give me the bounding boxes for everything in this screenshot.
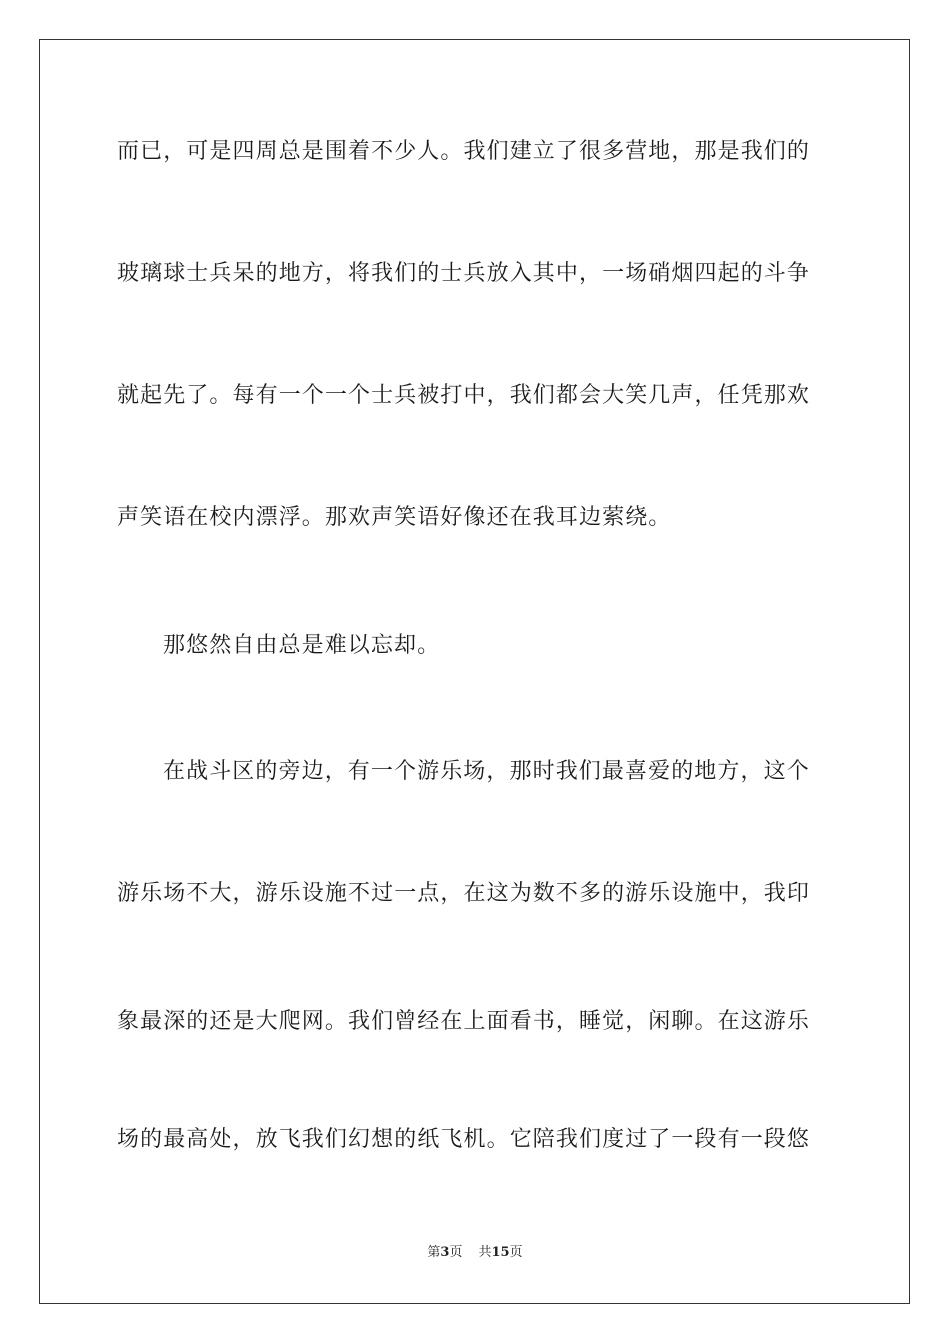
page-border	[39, 39, 910, 1304]
text-line: 象最深的还是大爬网。我们曾经在上面看书，睡觉，闲聊。在这游乐	[117, 1009, 811, 1034]
page-footer	[0, 1244, 950, 1262]
text-line: 在战斗区的旁边，有一个游乐场，那时我们最喜爱的地方，这个	[163, 759, 810, 784]
text-line: 那悠然自由总是难以忘却。	[163, 633, 441, 658]
total-pages: 15	[491, 1245, 510, 1260]
text-line: 场的最高处，放飞我们幻想的纸飞机。它陪我们度过了一段有一段悠	[117, 1127, 811, 1152]
text-line: 玻璃球士兵呆的地方，将我们的士兵放入其中，一场硝烟四起的斗争	[117, 261, 811, 286]
page-number: 3	[440, 1245, 450, 1260]
page-suffix: 页	[449, 1245, 463, 1260]
total-suffix: 页	[509, 1245, 523, 1260]
page-prefix: 第	[427, 1245, 441, 1260]
text-line: 游乐场不大，游乐设施不过一点，在这为数不多的游乐设施中，我印	[117, 881, 811, 906]
text-line: 声笑语在校内漂浮。那欢声笑语好像还在我耳边萦绕。	[117, 505, 672, 530]
text-line: 就起先了。每有一个一个士兵被打中，我们都会大笑几声，任凭那欢	[117, 383, 811, 408]
total-prefix: 共	[478, 1245, 492, 1260]
text-line: 而已，可是四周总是围着不少人。我们建立了很多营地，那是我们的	[117, 139, 811, 164]
